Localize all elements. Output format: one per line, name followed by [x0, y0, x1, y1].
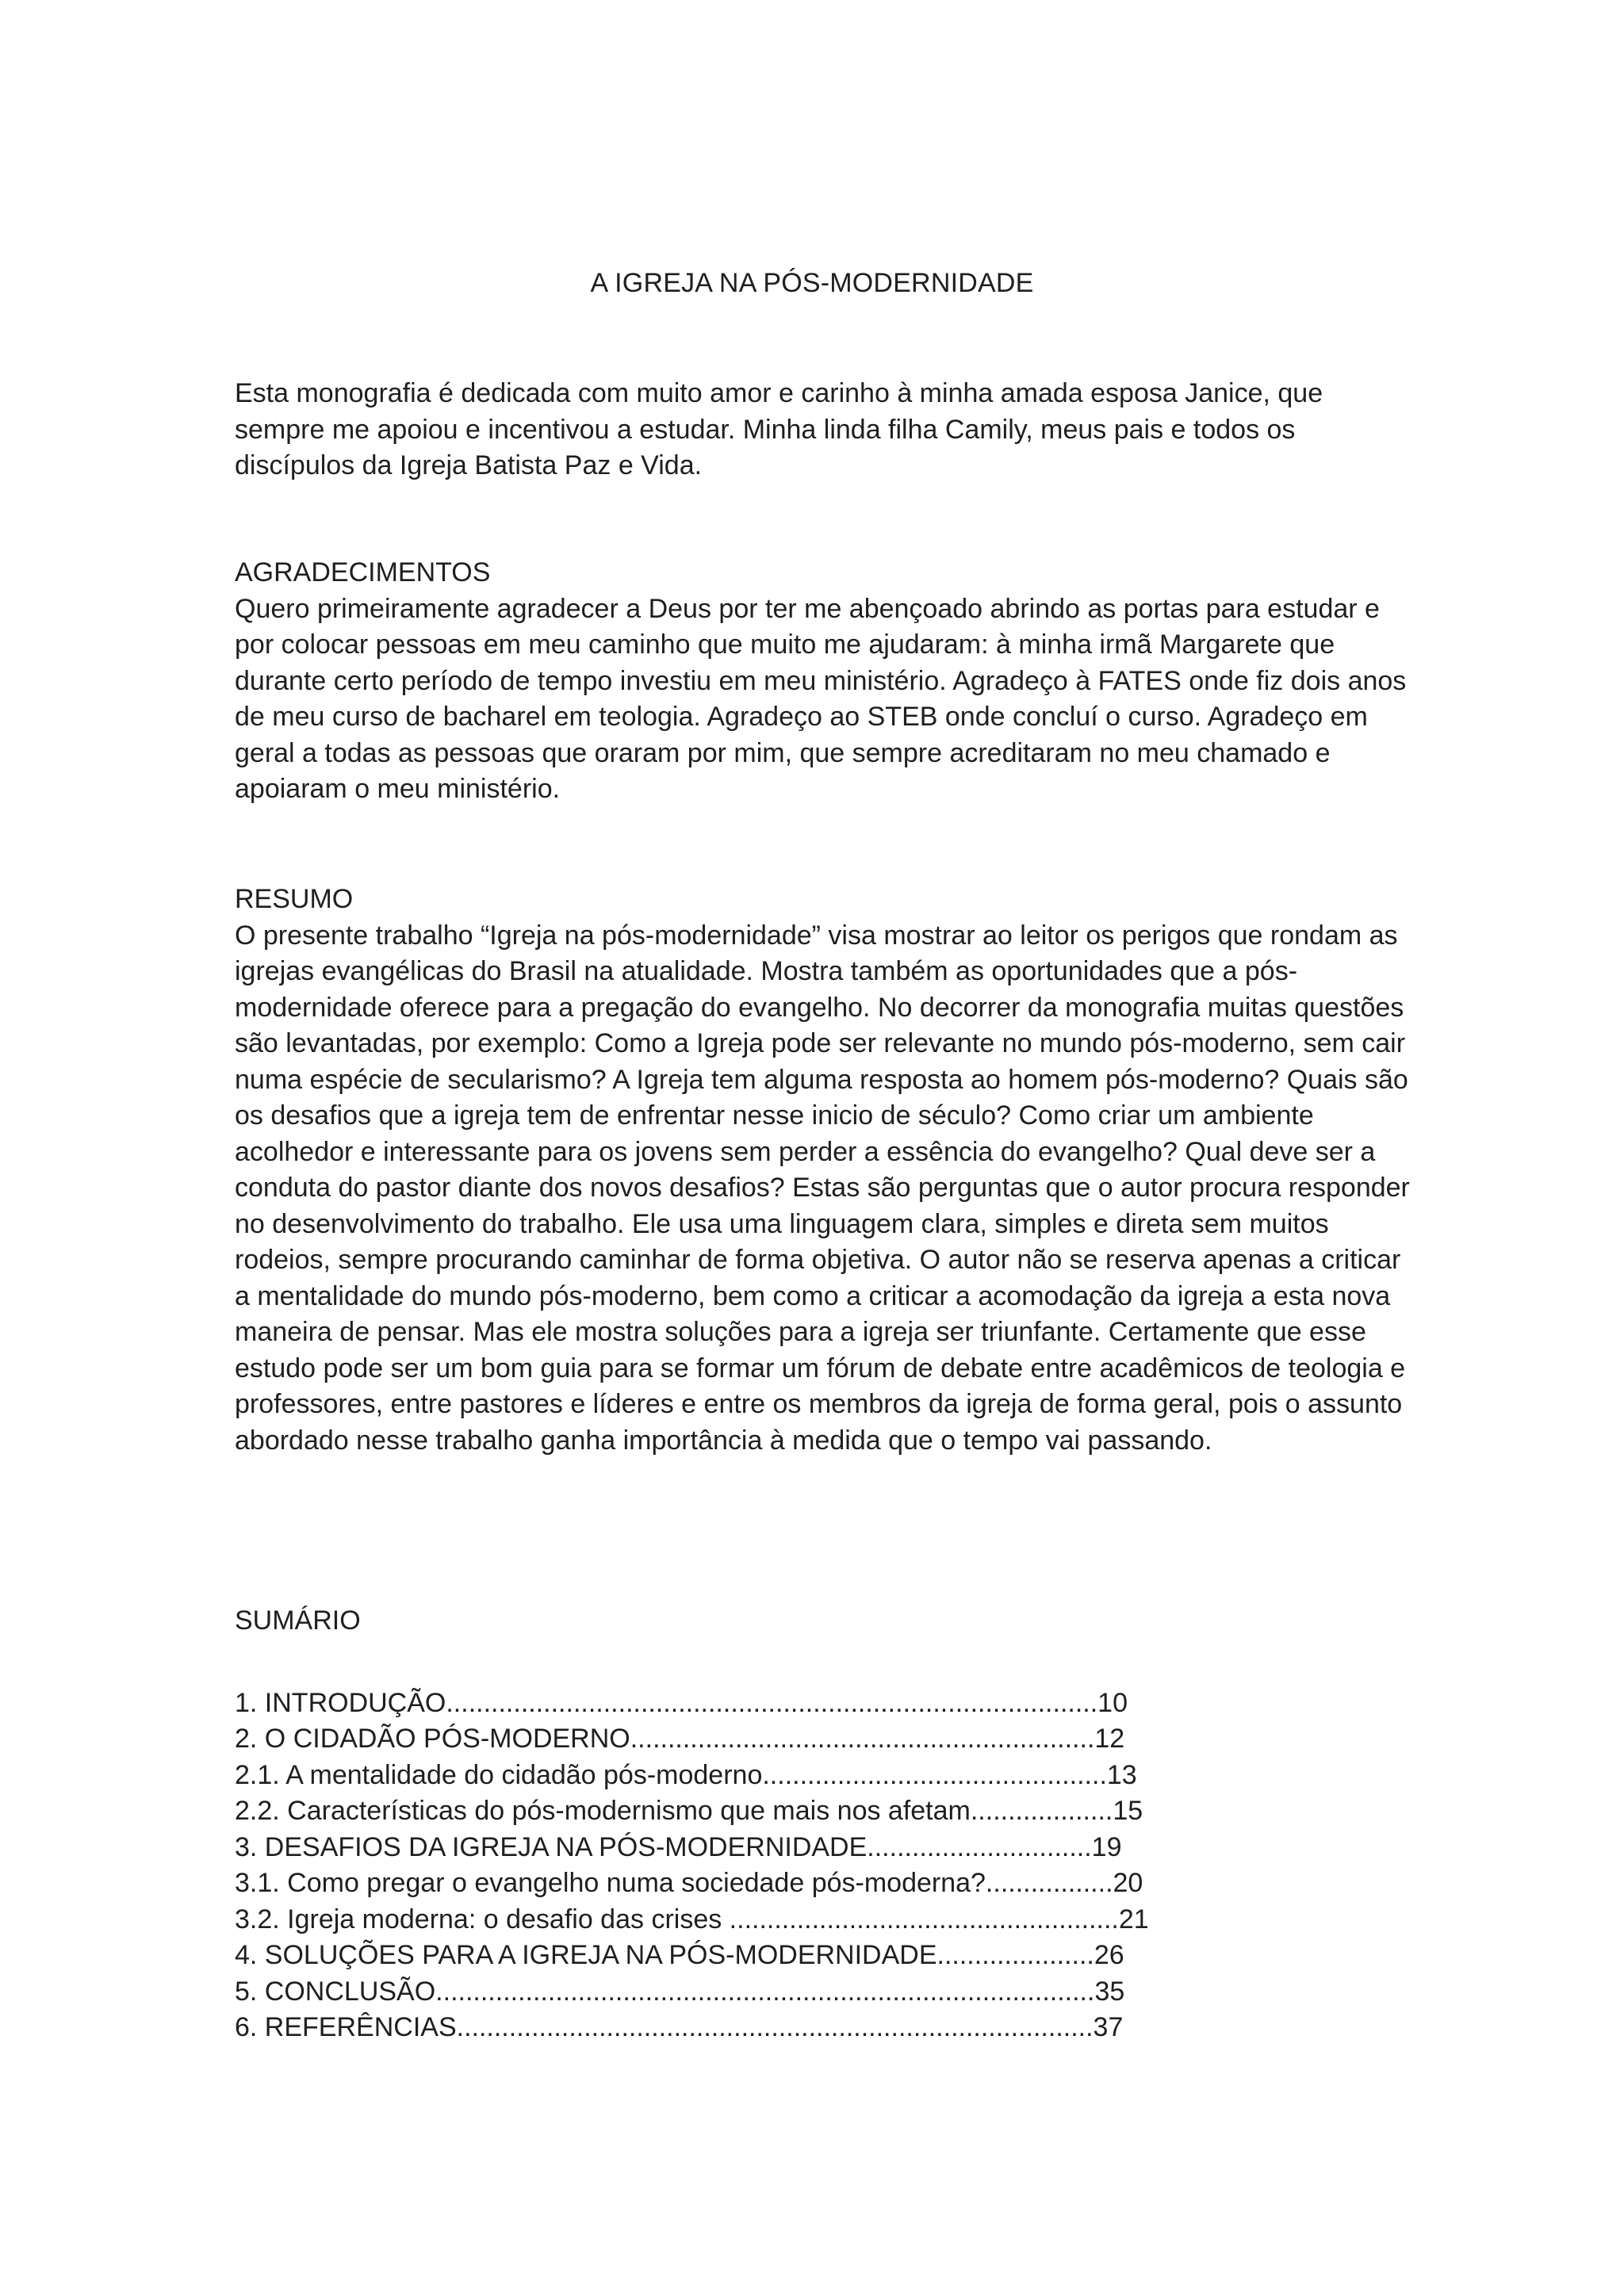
abstract-heading: RESUMO	[235, 884, 354, 914]
toc-entry: 2.1. A mentalidade do cidadão pós-moderno..............................................13	[235, 1759, 1137, 1790]
toc-entry: 1. INTRODUÇÃO.......................................................................................10	[235, 1687, 1128, 1718]
toc-entry: 4. SOLUÇÕES PARA A IGREJA NA PÓS-MODERNIDADE.....................26	[235, 1940, 1124, 1970]
abstract-section	[235, 882, 1416, 1459]
toc-entry: 3.2. Igreja moderna: o desafio das crises ....................................................21	[235, 1904, 1149, 1934]
toc-entry: 2.2. Características do pós-modernismo que mais nos afetam...................15	[235, 1796, 1143, 1826]
abstract-text: O presente trabalho “Igreja na pós-modernidade” visa mostrar ao leitor os perigos que rondam as igrejas evangélicas do Brasil na atualidade. Mostra também as oportunidades que a pós-modernidade oferece para a pregação do evangelho. No decorrer da monografia muitas questões são levantadas, por exemplo: Como a Igreja pode ser relevante no mundo pós-moderno, sem cair numa espécie de secularismo? A Igreja tem alguma resposta ao homem pós-moderno? Quais são os desafios que a igreja tem de enfrentar nesse inicio de século? Como criar um ambiente acolhedor e interessante para os jovens sem perder a essência do evangelho? Qual deve ser a conduta do pastor diante dos novos desafios? Estas são perguntas que o autor procura responder no desenvolvimento do trabalho. Ele usa uma linguagem clara, simples e direta sem muitos rodeios, sempre procurando caminhar de forma objetiva. O autor não se reserva apenas a criticar a mentalidade do mundo pós-moderno, bem como a criticar a acomodação da igreja a esta nova maneira de pensar. Mas ele mostra soluções para a igreja ser triunfante. Certamente que esse estudo pode ser um bom guia para se formar um fórum de debate entre acadêmicos de teologia e professores, entre pastores e líderes e entre os membros da igreja de forma geral, pois o assunto abordado nesse trabalho ganha importância à medida que o tempo vai passando.	[235, 920, 1410, 1456]
toc-entry: 3.1. Como pregar o evangelho numa sociedade pós-moderna?.................20	[235, 1868, 1143, 1898]
acknowledgments-heading: AGRADECIMENTOS	[235, 557, 491, 587]
table-of-contents-heading: SUMÁRIO	[235, 1605, 361, 1636]
table-of-contents-section	[235, 1603, 1416, 2046]
dedication-section	[235, 376, 1416, 484]
toc-entry: 6. REFERÊNCIAS.....................................................................................37	[235, 2012, 1124, 2042]
dedication-text: Esta monografia é dedicada com muito amor e carinho à minha amada esposa Janice, que sempre me apoiou e incentivou a estudar. Minha linda filha Camily, meus pais e todos os discípulos da Igreja Batista Paz e Vida.	[235, 378, 1323, 480]
document-title: A IGREJA NA PÓS-MODERNIDADE	[590, 268, 1034, 298]
toc-entry: 5. CONCLUSÃO........................................................................................35	[235, 1976, 1125, 2007]
toc-entry: 3. DESAFIOS DA IGREJA NA PÓS-MODERNIDADE..............................19	[235, 1831, 1122, 1862]
table-of-contents-list	[235, 1686, 1416, 2046]
acknowledgments-section	[235, 555, 1416, 808]
acknowledgments-text: Quero primeiramente agradecer a Deus por ter me abençoado abrindo as portas para estudar e por colocar pessoas em meu caminho que muito me ajudaram: à minha irmã Margarete que durante certo período de tempo investiu em meu ministério. Agradeço à FATES onde fiz dois anos de meu curso de bacharel em teologia. Agradeço ao STEB onde concluí o curso. Agradeço em geral a todas as pessoas que oraram por mim, que sempre acreditaram no meu chamado e apoiaram o meu ministério.	[235, 593, 1407, 804]
toc-entry: 2. O CIDADÃO PÓS-MODERNO..............................................................12	[235, 1724, 1125, 1754]
